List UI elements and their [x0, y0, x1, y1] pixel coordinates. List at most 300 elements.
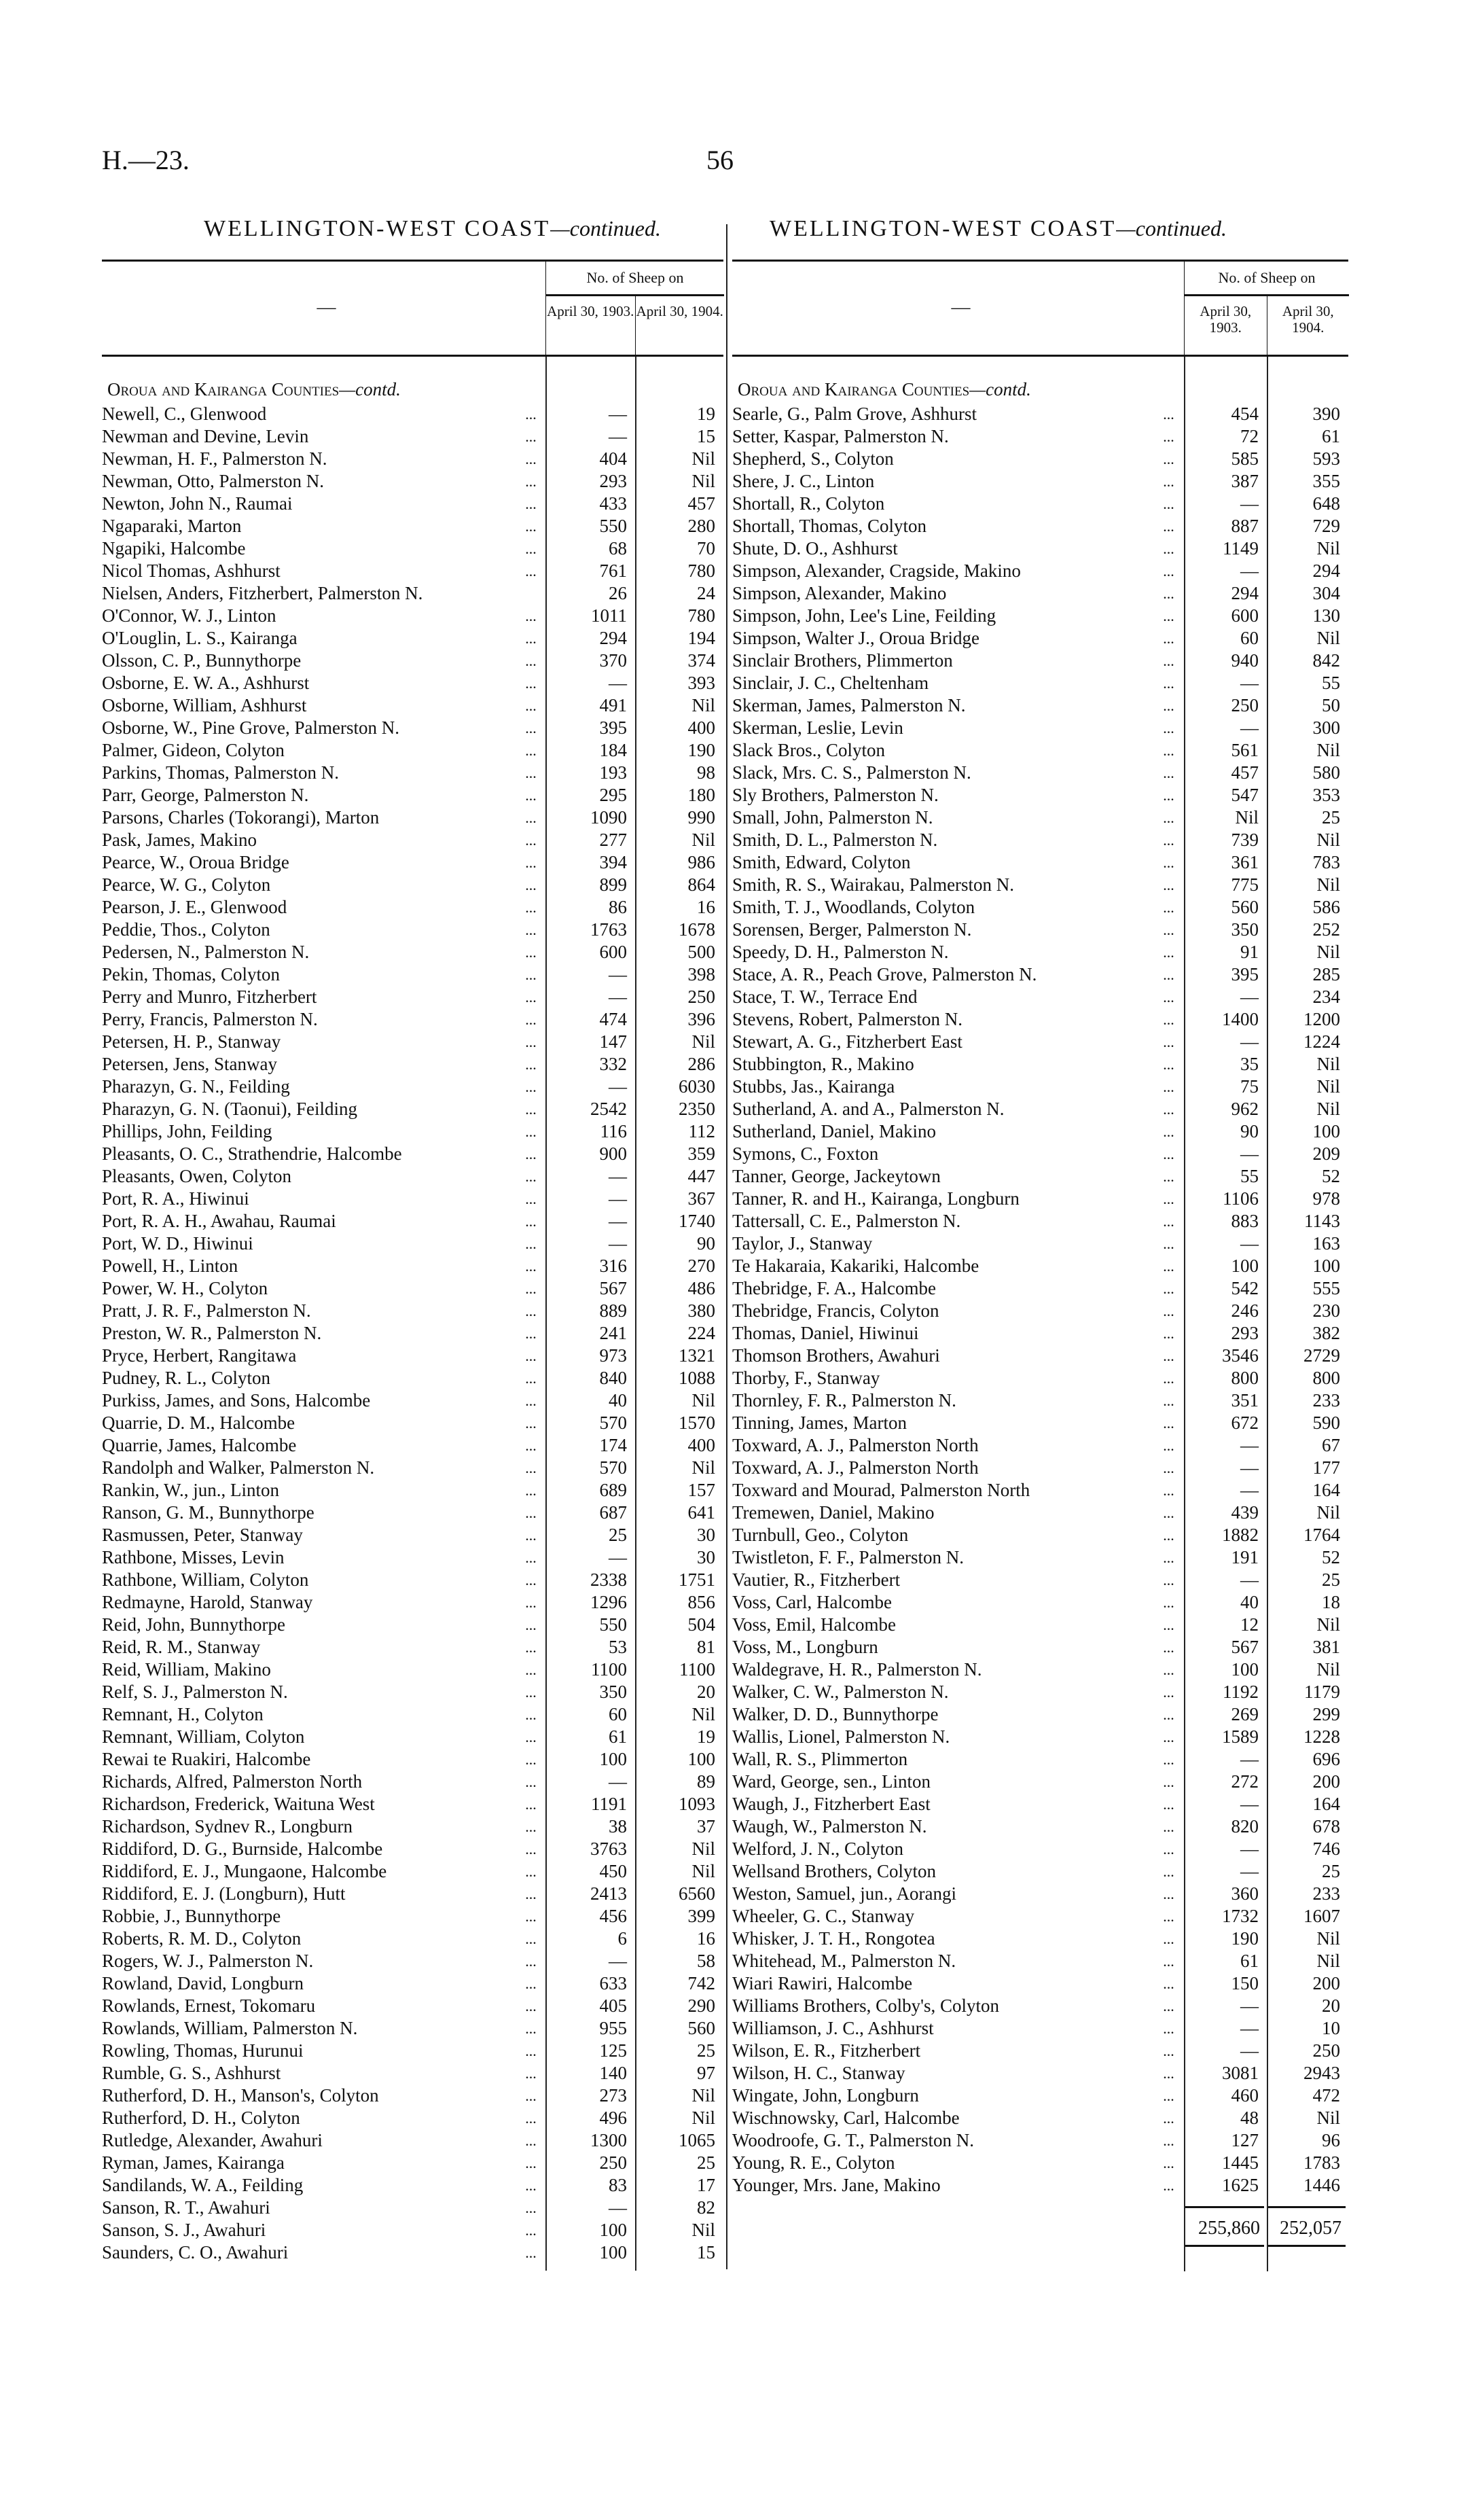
sheep-1904: 25	[1322, 1569, 1340, 1590]
page-number: 56	[706, 145, 734, 175]
table-row	[102, 896, 723, 919]
sheep-1903: 12	[1240, 1614, 1259, 1635]
sheep-1903: 83	[609, 2175, 627, 2195]
owner-name: Remnant, William, Colyton	[102, 1726, 305, 1747]
sheep-1904: 1228	[1303, 1726, 1340, 1747]
table-row	[732, 650, 1348, 672]
table-row	[102, 470, 723, 493]
sheep-1904: 233	[1312, 1883, 1340, 1904]
leader-dots: ...	[525, 675, 537, 692]
sheep-1903: 100	[1231, 1256, 1259, 1276]
leader-dots: ...	[1163, 1459, 1174, 1476]
sheep-1903: 38	[609, 1816, 627, 1836]
sheep-1904: 1065	[679, 2130, 715, 2150]
table-row	[102, 582, 723, 605]
owner-name: Young, R. E., Colyton	[732, 2152, 895, 2173]
leader-dots: ...	[1163, 899, 1174, 916]
table-row	[732, 694, 1348, 717]
total-1904: 252,057	[1267, 2206, 1346, 2247]
table-row	[732, 1636, 1348, 1658]
table-row	[102, 1143, 723, 1165]
sheep-1903: 40	[1240, 1592, 1259, 1612]
sheep-1903: 147	[599, 1031, 627, 1052]
table-row	[102, 1569, 723, 1591]
owner-name: Stewart, A. G., Fitzherbert East	[732, 1031, 962, 1052]
sheep-1904: Nil	[691, 1031, 715, 1052]
table-row	[732, 851, 1348, 874]
leader-dots: ...	[1163, 473, 1174, 490]
sheep-1904: 399	[687, 1906, 715, 1926]
owner-name: O'Connor, W. J., Linton	[102, 605, 276, 626]
sheep-1903: 53	[609, 1637, 627, 1657]
owner-name: Rutherford, D. H., Manson's, Colyton	[102, 2085, 379, 2106]
leader-dots: ...	[1163, 1773, 1174, 1790]
sheep-1903: 1100	[591, 1659, 627, 1680]
owner-name: Stubbs, Jas., Kairanga	[732, 1076, 895, 1097]
table-row	[102, 1031, 723, 1053]
leader-dots: ...	[525, 1033, 537, 1050]
owner-name: Waugh, J., Fitzherbert East	[732, 1794, 931, 1814]
sheep-1903: 567	[1231, 1637, 1259, 1657]
sheep-1903: 90	[1240, 1121, 1259, 1141]
leader-dots: ...	[525, 1415, 537, 1432]
owner-name: Purkiss, James, and Sons, Halcombe	[102, 1390, 371, 1410]
sheep-1904: 250	[1312, 2040, 1340, 2061]
sheep-1903: 3546	[1222, 1345, 1259, 1366]
owner-name: Redmayne, Harold, Stanway	[102, 1592, 313, 1612]
owner-name: Twistleton, F. F., Palmerston N.	[732, 1547, 965, 1567]
sheep-1904: 393	[687, 673, 715, 693]
section-heading	[102, 376, 723, 403]
table-row	[102, 1614, 723, 1636]
table-row	[102, 1860, 723, 1883]
leader-dots: ...	[525, 406, 537, 423]
owner-name: Shepherd, S., Colyton	[732, 448, 894, 469]
table-row	[102, 1546, 723, 1569]
table-row	[732, 1367, 1348, 1389]
table-row	[732, 1076, 1348, 1098]
leader-dots: ...	[1163, 1998, 1174, 2015]
owner-name: Roberts, R. M. D., Colyton	[102, 1928, 302, 1949]
table-row	[102, 1389, 723, 1412]
leader-dots: ...	[1163, 1661, 1174, 1678]
leader-dots: ...	[525, 1706, 537, 1723]
leader-dots: ...	[525, 1370, 537, 1387]
owner-name: Smith, Edward, Colyton	[732, 852, 911, 872]
left-table-title	[204, 216, 661, 242]
owner-name: Pearson, J. E., Glenwood	[102, 897, 287, 917]
sheep-1904: 82	[697, 2197, 715, 2218]
owner-name: Thorby, F., Stanway	[732, 1368, 880, 1388]
leader-dots: ...	[525, 1863, 537, 1880]
owner-name: Te Hakaraia, Kakariki, Halcombe	[732, 1256, 979, 1276]
owner-name: Tremewen, Daniel, Makino	[732, 1502, 935, 1523]
leader-dots: ...	[1163, 1841, 1174, 1858]
table-row	[732, 1860, 1348, 1883]
owner-name: Wingate, John, Longburn	[732, 2085, 919, 2106]
owner-name: Olsson, C. P., Bunnythorpe	[102, 650, 302, 671]
leader-dots: ...	[525, 742, 537, 759]
leader-dots: ...	[525, 1527, 537, 1544]
table-body	[102, 357, 723, 2264]
owner-name: Ngaparaki, Marton	[102, 516, 242, 536]
sheep-1904: 2729	[1303, 1345, 1340, 1366]
leader-dots: ...	[1163, 406, 1174, 423]
sheep-1904: 250	[687, 987, 715, 1007]
table-row	[732, 829, 1348, 851]
table-row	[102, 403, 723, 425]
sheep-1904: 472	[1312, 2085, 1340, 2106]
table-header	[732, 260, 1348, 357]
sheep-1903: 3081	[1222, 2063, 1259, 2083]
sheep-1904: Nil	[1316, 538, 1340, 558]
sheep-1903: —	[609, 1076, 627, 1097]
leader-dots: ...	[1163, 1706, 1174, 1723]
leader-dots: ...	[525, 1998, 537, 2015]
table-row	[732, 1546, 1348, 1569]
sheep-1903: 570	[599, 1413, 627, 1433]
owner-name: Ngapiki, Halcombe	[102, 538, 246, 558]
table-row	[732, 1972, 1348, 1995]
owner-name: Wall, R. S., Plimmerton	[732, 1749, 908, 1769]
owner-name: Wiari Rawiri, Halcombe	[732, 1973, 913, 1993]
table-row	[102, 829, 723, 851]
table-row	[732, 2129, 1348, 2152]
sheep-1903: 585	[1231, 448, 1259, 469]
sheep-1903: 940	[1231, 650, 1259, 671]
owner-name: Riddiford, E. J. (Longburn), Hutt	[102, 1883, 346, 1904]
leader-dots: ...	[1163, 944, 1174, 961]
table-row	[732, 806, 1348, 829]
leader-dots: ...	[525, 1325, 537, 1342]
sheep-1903: 250	[1231, 695, 1259, 715]
table-row	[732, 1031, 1348, 1053]
leader-dots: ...	[525, 2177, 537, 2194]
table-row	[102, 1591, 723, 1614]
sheep-1904: 590	[1312, 1413, 1340, 1433]
leader-dots: ...	[525, 2199, 537, 2216]
sheep-1904: 300	[1312, 717, 1340, 738]
table-row	[732, 1681, 1348, 1703]
owner-name: Tanner, R. and H., Kairanga, Longburn	[732, 1188, 1020, 1209]
leader-dots: ...	[525, 1751, 537, 1768]
sheep-1903: —	[1240, 1457, 1259, 1478]
sheep-1904: 304	[1312, 583, 1340, 603]
leader-dots: ...	[1163, 1190, 1174, 1207]
sheep-1904: 457	[687, 493, 715, 514]
sheep-1903: 1400	[1222, 1009, 1259, 1029]
leader-dots: ...	[525, 2244, 537, 2261]
owner-name: Sinclair Brothers, Plimmerton	[732, 650, 953, 671]
owner-name: Nicol Thomas, Ashhurst	[102, 561, 281, 581]
table-row	[732, 1726, 1348, 1748]
table-row	[732, 896, 1348, 919]
table-row	[102, 1479, 723, 1502]
table-row	[102, 1771, 723, 1793]
sheep-1903: 542	[1231, 1278, 1259, 1298]
sheep-1904: 742	[687, 1973, 715, 1993]
leader-dots: ...	[525, 1437, 537, 1454]
leader-dots: ...	[1163, 1146, 1174, 1163]
sheep-1904: 6030	[679, 1076, 715, 1097]
sheep-1904: 100	[1312, 1256, 1340, 1276]
owner-name: Small, John, Palmerston N.	[732, 807, 933, 828]
leader-dots: ...	[525, 1459, 537, 1476]
table-row	[102, 1434, 723, 1457]
sheep-1904: 986	[687, 852, 715, 872]
table-row	[102, 762, 723, 784]
sheep-1903: 1445	[1222, 2152, 1259, 2173]
sheep-1904: 746	[1312, 1839, 1340, 1859]
sheep-1903: 883	[1231, 1211, 1259, 1231]
sheep-1903: 116	[600, 1121, 627, 1141]
table-row	[102, 1815, 723, 1838]
sheep-1904: 190	[687, 740, 715, 760]
sheep-1903: 547	[1231, 785, 1259, 805]
owner-name: Sinclair, J. C., Cheltenham	[732, 673, 929, 693]
sheep-1904: 396	[687, 1009, 715, 1029]
leader-dots: ...	[525, 2065, 537, 2082]
table-row	[102, 605, 723, 627]
sheep-1904: 252	[1312, 919, 1340, 940]
leader-dots: ...	[525, 1572, 537, 1589]
table-row	[732, 1771, 1348, 1793]
sheep-1904: 978	[1312, 1188, 1340, 1209]
sheep-1904: 58	[697, 1951, 715, 1971]
table-row	[732, 493, 1348, 515]
owner-name: Slack Bros., Colyton	[732, 740, 886, 760]
leader-dots: ...	[525, 720, 537, 737]
owner-name: Richardson, Sydnev R., Longburn	[102, 1816, 353, 1836]
owner-name: Parr, George, Palmerston N.	[102, 785, 309, 805]
owner-name: Petersen, Jens, Stanway	[102, 1054, 277, 1074]
table-row	[732, 1412, 1348, 1434]
sheep-1904: Nil	[1316, 1614, 1340, 1635]
owner-name: Voss, Emil, Halcombe	[732, 1614, 896, 1635]
sheep-1903: —	[1240, 987, 1259, 1007]
leader-dots: ...	[525, 832, 537, 849]
table-row	[102, 1995, 723, 2017]
owner-name: Newell, C., Glenwood	[102, 404, 267, 424]
sheep-1904: 52	[1322, 1547, 1340, 1567]
sheep-1904: 990	[687, 807, 715, 828]
column-header-1904: April 30, 1904.	[1267, 296, 1350, 355]
sheep-1903: 387	[1231, 471, 1259, 491]
table-row	[732, 582, 1348, 605]
sheep-1903: 1625	[1222, 2175, 1259, 2195]
sheep-1903: 294	[1231, 583, 1259, 603]
owner-name: Relf, S. J., Palmerston N.	[102, 1682, 288, 1702]
table-row	[102, 1883, 723, 1905]
table-row	[732, 425, 1348, 448]
table-row	[102, 717, 723, 739]
table-row	[102, 1255, 723, 1277]
leader-dots: ...	[1163, 1302, 1174, 1319]
owner-name: Weston, Samuel, jun., Aorangi	[732, 1883, 957, 1904]
sheep-1903: 840	[599, 1368, 627, 1388]
sheep-1903: 394	[599, 852, 627, 872]
sheep-1903: 689	[599, 1480, 627, 1500]
leader-dots: ...	[525, 563, 537, 580]
sheep-1904: Nil	[1316, 830, 1340, 850]
table-row	[732, 784, 1348, 806]
sheep-1903: 561	[1231, 740, 1259, 760]
leader-dots: ...	[525, 876, 537, 893]
sheep-1904: 280	[687, 516, 715, 536]
leader-dots: ...	[525, 652, 537, 669]
sheep-1904: 1740	[679, 1211, 715, 1231]
section-suffix: —contd.	[339, 379, 401, 400]
sheep-1904: 25	[1322, 807, 1340, 828]
owner-name: Younger, Mrs. Jane, Makino	[732, 2175, 941, 2195]
owner-name: Smith, D. L., Palmerston N.	[732, 830, 938, 850]
sheep-1904: Nil	[691, 1390, 715, 1410]
leader-dots: ...	[525, 1123, 537, 1140]
sheep-1903: 191	[1231, 1547, 1259, 1567]
owner-name: Thomas, Daniel, Hiwinui	[732, 1323, 919, 1343]
sheep-1903: 456	[599, 1906, 627, 1926]
column-rule-1904	[1267, 357, 1268, 2271]
table-row	[102, 537, 723, 560]
leader-dots: ...	[525, 630, 537, 647]
title-text: WELLINGTON-WEST COAST	[204, 216, 551, 241]
sheep-1903: 550	[599, 516, 627, 536]
leader-dots: ...	[525, 854, 537, 871]
sheep-1904: 580	[1312, 762, 1340, 783]
column-rule-1903	[545, 357, 547, 2271]
table-row	[102, 851, 723, 874]
sheep-1904: 641	[687, 1502, 715, 1523]
sheep-1904: 380	[687, 1300, 715, 1321]
sheep-1904: 89	[697, 1771, 715, 1792]
table-row	[102, 1008, 723, 1031]
sheep-1904: 15	[697, 2242, 715, 2262]
leader-dots: ...	[525, 540, 537, 557]
table-row	[102, 2129, 723, 2152]
sheep-1903: 1149	[1223, 538, 1259, 558]
sheep-1904: Nil	[691, 1839, 715, 1859]
leader-dots: ...	[525, 1930, 537, 1947]
sheep-1903: —	[609, 1233, 627, 1254]
owner-name: Petersen, H. P., Stanway	[102, 1031, 281, 1052]
section-suffix: —contd.	[969, 379, 1031, 400]
owner-name: Toxward, A. J., Palmerston North	[732, 1457, 979, 1478]
leader-dots: ...	[525, 1235, 537, 1252]
table-row	[732, 1928, 1348, 1950]
sheep-1904: 234	[1312, 987, 1340, 1007]
table-row	[732, 1502, 1348, 1524]
owner-name: Robbie, J., Bunnythorpe	[102, 1906, 281, 1926]
leader-dots: ...	[1163, 697, 1174, 714]
table-row	[732, 537, 1348, 560]
leader-dots: ...	[525, 2042, 537, 2059]
leader-dots: ...	[1163, 1123, 1174, 1140]
sheep-1903: —	[609, 2197, 627, 2218]
leader-dots: ...	[1163, 1751, 1174, 1768]
owner-name: Riddiford, D. G., Burnside, Halcombe	[102, 1839, 383, 1859]
sheep-1903: 100	[599, 1749, 627, 1769]
table-row	[732, 1457, 1348, 1479]
sheep-1904: 19	[697, 404, 715, 424]
sheep-1903: 61	[609, 1726, 627, 1747]
sheep-1903: 6	[617, 1928, 627, 1949]
leader-dots	[516, 582, 545, 605]
sheep-1903: 454	[1231, 404, 1259, 424]
sheep-1904: 648	[1312, 493, 1340, 514]
sheep-1904: 864	[687, 874, 715, 895]
sheep-1904: 1570	[679, 1413, 715, 1433]
sheep-1904: Nil	[1316, 1099, 1340, 1119]
owner-name: Toxward, A. J., Palmerston North	[732, 1435, 979, 1455]
sheep-1904: 81	[697, 1637, 715, 1657]
table-body	[732, 357, 1348, 2247]
leader-dots: ...	[525, 1796, 537, 1813]
sheep-1903: —	[1240, 2040, 1259, 2061]
sheep-1903: 75	[1240, 1076, 1259, 1097]
sheep-1903: —	[609, 404, 627, 424]
leader-dots: ...	[1163, 1168, 1174, 1185]
table-row	[102, 1322, 723, 1345]
column-rule-1904	[635, 357, 636, 2271]
leader-dots: ...	[525, 944, 537, 961]
owner-name: Thornley, F. R., Palmerston N.	[732, 1390, 956, 1410]
owner-name: Rumble, G. S., Ashhurst	[102, 2063, 281, 2083]
sheep-1904: 61	[1322, 426, 1340, 446]
sheep-1904: 359	[687, 1143, 715, 1164]
table-row	[102, 1053, 723, 1076]
leader-dots: ...	[1163, 1392, 1174, 1409]
leader-dots: ...	[1163, 787, 1174, 804]
table-row	[732, 2040, 1348, 2062]
sheep-1903: 395	[1231, 964, 1259, 984]
leader-dots: ...	[525, 1975, 537, 1992]
owner-name: Preston, W. R., Palmerston N.	[102, 1323, 322, 1343]
leader-dots: ...	[525, 1616, 537, 1633]
table-row	[732, 762, 1348, 784]
table-row	[102, 919, 723, 941]
sheep-1904: 90	[697, 1233, 715, 1254]
table-row	[732, 1255, 1348, 1277]
table-row	[732, 1479, 1348, 1502]
sheep-1903: 1192	[1223, 1682, 1259, 1702]
table-row	[732, 515, 1348, 537]
column-header-1903: April 30, 1903.	[547, 303, 634, 319]
table-row	[102, 1367, 723, 1389]
sheep-1903: —	[1240, 1861, 1259, 1881]
sheep-1904: 500	[687, 942, 715, 962]
owner-name: Reid, R. M., Stanway	[102, 1637, 261, 1657]
leader-dots: ...	[525, 1549, 537, 1566]
sheep-1904: 70	[697, 538, 715, 558]
sheep-1904: 164	[1312, 1480, 1340, 1500]
leader-dots: ...	[525, 764, 537, 781]
owner-name: Pearce, W. G., Colyton	[102, 874, 271, 895]
sheep-1903: 560	[1231, 897, 1259, 917]
name-column-header: —	[317, 297, 336, 318]
table-row	[732, 1524, 1348, 1546]
sheep-1903: 955	[599, 2018, 627, 2038]
owner-name: Voss, M., Longburn	[732, 1637, 878, 1657]
sheep-1904: 780	[687, 561, 715, 581]
sheep-1904: 398	[687, 964, 715, 984]
sheep-1903: 899	[599, 874, 627, 895]
group-title: No. of Sheep on	[546, 262, 724, 296]
sheep-1904: 1321	[679, 1345, 715, 1366]
year-headers	[546, 296, 724, 355]
owner-name: Skerman, Leslie, Levin	[732, 717, 903, 738]
owner-name: Setter, Kaspar, Palmerston N.	[732, 426, 949, 446]
sheep-1904: 130	[1312, 605, 1340, 626]
